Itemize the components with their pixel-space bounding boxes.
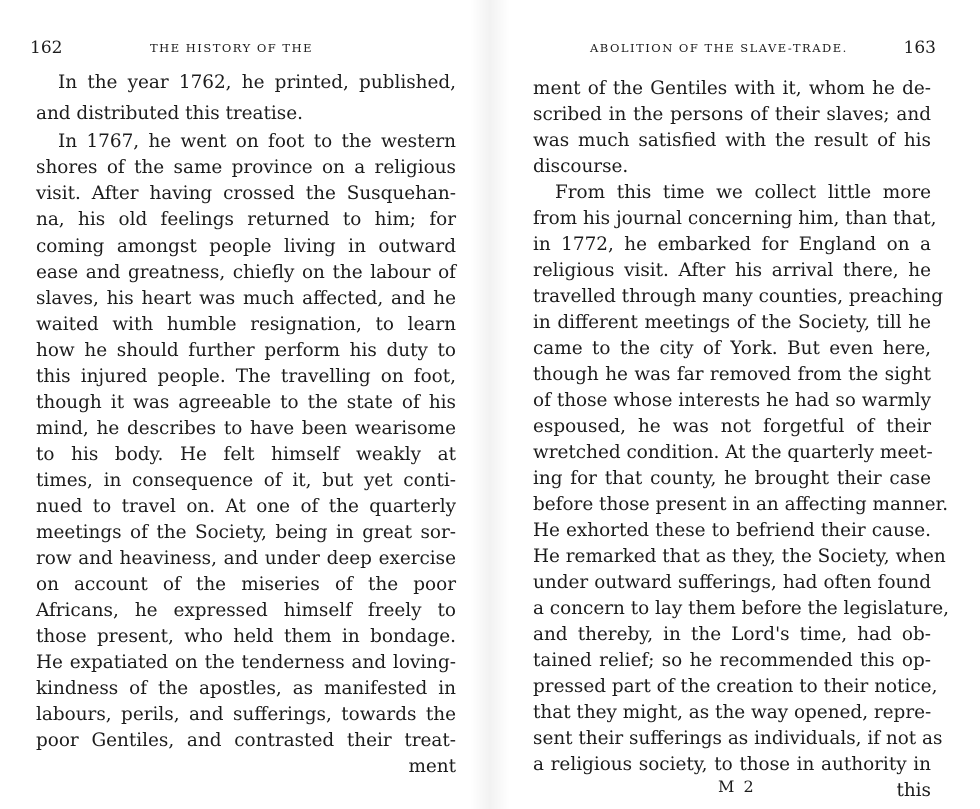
signature-mark: M 2 <box>718 777 756 796</box>
text-line: ment of the Gentiles with it, whom he de- <box>533 78 931 99</box>
text-line: poor Gentiles, and contrasted their treat- <box>36 730 456 751</box>
text-line: nued to travel on. At one of the quarterly <box>36 496 456 517</box>
text-line: how he should further perform his duty to <box>36 340 456 361</box>
text-line: coming amongst people living in outward <box>36 236 456 257</box>
text-line: He remarked that as they, the Society, when <box>533 546 946 567</box>
text-line: slaves, his heart was much affected, and he <box>36 288 456 309</box>
text-line: under outward sufferings, had often found <box>533 572 931 593</box>
text-line: before those present in an affecting manner. <box>533 494 949 515</box>
text-line: pressed part of the creation to their notice, <box>533 676 938 697</box>
running-head: ABOLITION OF THE SLAVE-TRADE. <box>590 41 848 55</box>
text-line: from his journal concerning him, than that, <box>533 208 937 229</box>
text-line: times, in consequence of it, but yet conti- <box>36 470 456 491</box>
page-number: 163 <box>903 38 936 58</box>
text-line: a concern to lay them before the legislature, <box>533 598 949 619</box>
text-line: those present, who held them in bondage. <box>36 626 456 647</box>
text-line: wretched condition. At the quarterly meet- <box>533 442 933 463</box>
running-head: THE HISTORY OF THE <box>150 41 314 55</box>
text-line: In 1767, he went on foot to the western <box>58 131 456 152</box>
text-line: came to the city of York. But even here, <box>533 338 931 359</box>
text-line: and distributed this treatise. <box>36 103 303 124</box>
text-line: though it was agreeable to the state of his <box>36 392 456 413</box>
text-line: to his body. He felt himself weakly at <box>36 444 456 465</box>
text-line: religious visit. After his arrival there, he <box>533 260 931 281</box>
text-line: labours, perils, and sufferings, towards the <box>36 704 456 725</box>
catchword: this <box>896 780 931 801</box>
text-line: From this time we collect little more <box>555 182 931 203</box>
text-line: on account of the miseries of the poor <box>36 574 456 595</box>
text-line: kindness of the apostles, as manifested in <box>36 678 456 699</box>
text-line: and thereby, in the Lord's time, had ob- <box>533 624 931 645</box>
text-line: Africans, he expressed himself freely to <box>36 600 456 621</box>
text-line: ease and greatness, chiefly on the labour of <box>36 262 456 283</box>
text-line: sent their sufferings as individuals, if not as <box>533 728 943 749</box>
text-line: was much satisfied with the result of his <box>533 130 931 151</box>
text-line: though he was far removed from the sight <box>533 364 931 385</box>
text-line: that they might, as the way opened, repre- <box>533 702 932 723</box>
catchword: ment <box>408 756 456 777</box>
text-line: in 1772, he embarked for England on a <box>533 234 931 255</box>
text-line: row and heaviness, and under deep exercise <box>36 548 456 569</box>
text-line: na, his old feelings returned to him; for <box>36 209 456 230</box>
text-line: travelled through many counties, preaching <box>533 286 943 307</box>
page-number: 162 <box>30 38 63 58</box>
text-line: visit. After having crossed the Susquehan- <box>36 183 456 204</box>
text-line: ing for that county, he brought their case <box>533 468 931 489</box>
text-line: in different meetings of the Society, till he <box>533 312 931 333</box>
text-line: shores of the same province on a religious <box>36 157 456 178</box>
text-line: this injured people. The travelling on foot, <box>36 366 456 387</box>
right-page <box>490 0 980 809</box>
text-line: mind, he describes to have been wearisome <box>36 418 456 439</box>
text-line: tained relief; so he recommended this op- <box>533 650 931 671</box>
text-line: a religious society, to those in authority in <box>533 754 931 775</box>
text-line: In the year 1762, he printed, published, <box>58 72 456 93</box>
text-line: meetings of the Society, being in great sor- <box>36 522 456 543</box>
text-line: waited with humble resignation, to learn <box>36 314 456 335</box>
text-line: scribed in the persons of their slaves; and <box>533 104 931 125</box>
text-line: of those whose interests he had so warmly <box>533 390 931 411</box>
text-line: He exhorted these to befriend their cause. <box>533 520 931 541</box>
text-line: espoused, he was not forgetful of their <box>533 416 931 437</box>
text-line: discourse. <box>533 156 629 177</box>
text-line: He expatiated on the tenderness and loving- <box>36 652 456 673</box>
